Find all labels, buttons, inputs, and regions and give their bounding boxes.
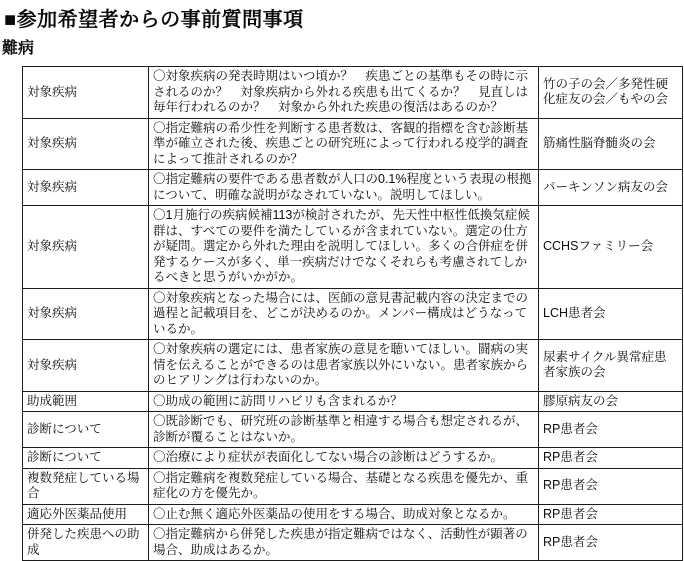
category-cell: 対象疾病: [23, 340, 149, 392]
pre-questions-table: [22, 66, 683, 561]
question-cell: 〇対象疾病の選定には、患者家族の意見を聴いてほしい。闘病の実情を伝えることができるのは患者家族以外にいない。患者家族からのヒアリングは行わないのか。: [149, 340, 539, 392]
question-cell: 〇指定難病の希少性を判断する患者数は、客観的指標を含む診断基準が確立された後、疾患ごとの研究班によって行われる疫学的調査によって推計されるのか？: [149, 118, 539, 170]
table-row: [23, 412, 683, 448]
category-cell: 助成範囲: [23, 391, 149, 412]
organization-cell: 筋痛性脳脊髄炎の会: [539, 118, 683, 170]
category-cell: 適応外医薬品使用: [23, 504, 149, 525]
table-row: [23, 468, 683, 504]
question-cell: 〇止む無く適応外医薬品の使用をする場合、助成対象となるか。: [149, 504, 539, 525]
page-title: ■参加希望者からの事前質問事項: [4, 9, 304, 31]
table-row: [23, 67, 683, 119]
table-row: [23, 525, 683, 561]
question-cell: 〇指定難病を複数発症している場合、基礎となる疾患を優先か、重症化の方を優先か。: [149, 468, 539, 504]
table-row: [23, 206, 683, 289]
table-row: [23, 118, 683, 170]
pre-questions-table-body: [23, 67, 683, 561]
category-cell: 対象疾病: [23, 170, 149, 206]
organization-cell: 尿素サイクル異常症患者家族の会: [539, 340, 683, 392]
section-title-nanbyo: 難病: [2, 40, 35, 57]
category-cell: 診断について: [23, 412, 149, 448]
organization-cell: パーキンソン病友の会: [539, 170, 683, 206]
organization-cell: RP患者会: [539, 412, 683, 448]
table-row: [23, 448, 683, 469]
question-cell: 〇指定難病の要件である患者数が人口の0.1%程度という表現の根拠について、明確な説明がなされていない。説明してほしい。: [149, 170, 539, 206]
question-cell: 〇既診断でも、研究班の診断基準と相違する場合も想定されるが、診断が覆ることはないか。: [149, 412, 539, 448]
category-cell: 対象疾病: [23, 206, 149, 289]
organization-cell: RP患者会: [539, 468, 683, 504]
question-cell: 〇指定難病から併発した疾患が指定難病ではなく、活動性が顕著の場合、助成はあるか。: [149, 525, 539, 561]
table-row: [23, 170, 683, 206]
organization-cell: RP患者会: [539, 525, 683, 561]
question-cell: 〇治療により症状が表面化してない場合の診断はどうするか。: [149, 448, 539, 469]
question-cell: 〇対象疾病の発表時期はいつ頃か？ 疾患ごとの基準もその時に示されるのか？ 対象疾病から外れる疾患も出てくるか？ 見直しは毎年行われるのか？ 対象から外れた疾患の復活はあるのか？: [149, 67, 539, 119]
organization-cell: 竹の子の会／多発性硬化症友の会／もやの会: [539, 67, 683, 119]
category-cell: 対象疾病: [23, 288, 149, 340]
organization-cell: RP患者会: [539, 448, 683, 469]
question-cell: 〇対象疾病となった場合には、医師の意見書記載内容の決定までの過程と記載項目を、どこが決めるのか。メンバー構成はどうなっているか。: [149, 288, 539, 340]
organization-cell: CCHSファミリー会: [539, 206, 683, 289]
category-cell: 対象疾病: [23, 118, 149, 170]
organization-cell: 膠原病友の会: [539, 391, 683, 412]
table-row: [23, 288, 683, 340]
question-cell: 〇助成の範囲に訪問リハビリも含まれるか？: [149, 391, 539, 412]
category-cell: 診断について: [23, 448, 149, 469]
table-row: [23, 340, 683, 392]
question-cell: 〇1月施行の疾病候補113が検討されたが、先天性中枢性低換気症候群は、すべての要件を満たしているが含まれていない。選定の仕方が疑問。選定から外れた理由を説明してほしい。多くの合併症を併発するケースが多く、単一疾病だけでなくそれらも考慮されてしかるべきと思うがいかがか。: [149, 206, 539, 289]
organization-cell: LCH患者会: [539, 288, 683, 340]
category-cell: 複数発症している場合: [23, 468, 149, 504]
table-row: [23, 391, 683, 412]
table-row: [23, 504, 683, 525]
category-cell: 対象疾病: [23, 67, 149, 119]
organization-cell: RP患者会: [539, 504, 683, 525]
category-cell: 併発した疾患への助成: [23, 525, 149, 561]
